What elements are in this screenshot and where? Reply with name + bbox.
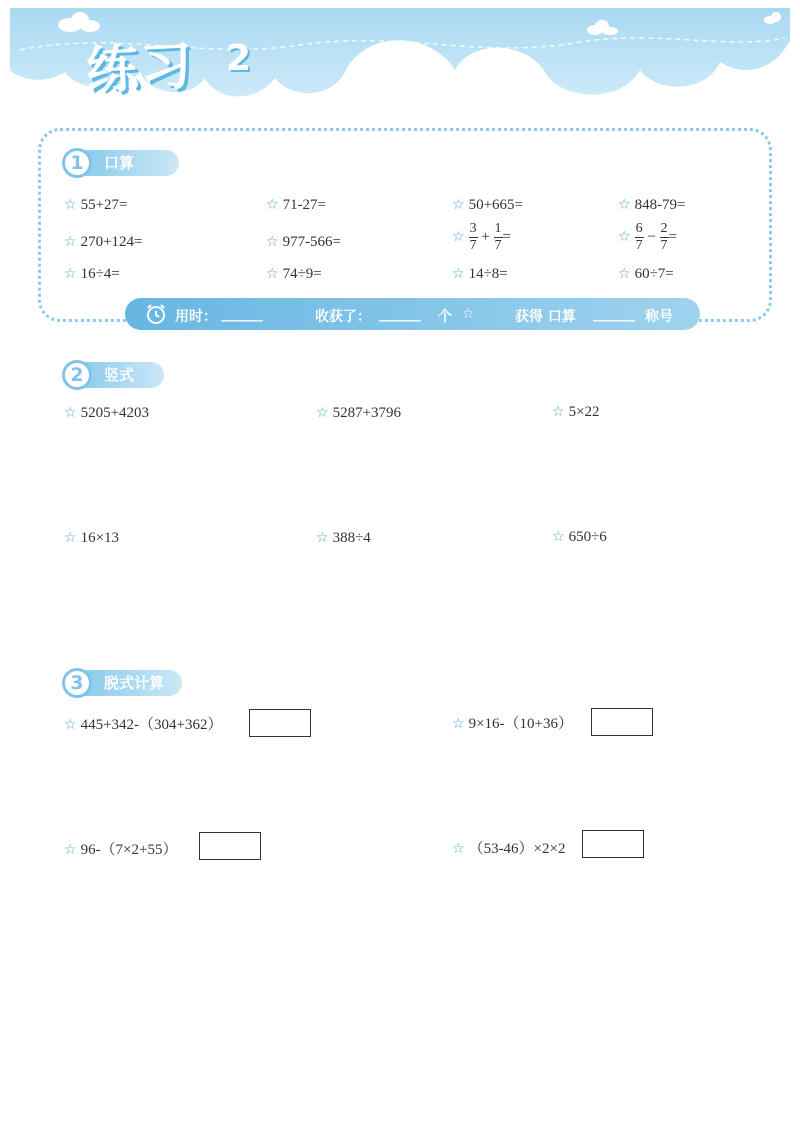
mental-math-item: ☆ 848-79=: [618, 197, 686, 213]
fraction: $\frac{1}{7}$: [494, 221, 502, 253]
star-outline-icon: ☆: [618, 197, 631, 213]
answer-box[interactable]: [591, 708, 653, 736]
alarm-clock-icon: [145, 303, 167, 325]
star-outline-icon: ☆: [452, 716, 465, 732]
get-label: 获得 口算: [515, 309, 576, 325]
stepwise-calc-item: ☆ （53-46）×2×2: [452, 841, 566, 857]
star-outline-icon: ☆: [618, 266, 631, 282]
star-outline-icon: ☆: [552, 529, 565, 545]
answer-box[interactable]: [249, 709, 311, 737]
mental-math-item: ☆ 74÷9=: [266, 266, 322, 282]
star-outline-icon: ☆: [266, 197, 279, 213]
mental-math-item: ☆ 60÷7=: [618, 266, 674, 282]
stepwise-calc-item: ☆ 445+342-（304+362）: [64, 717, 223, 733]
star-outline-icon: ☆: [266, 266, 279, 282]
star-outline-icon: ☆: [64, 717, 77, 733]
mental-math-item: ☆ 71-27=: [266, 197, 327, 213]
mental-math-item: ☆ 14÷8=: [452, 266, 508, 282]
section1-label: 口算: [104, 154, 135, 172]
section3-label: 脱式计算: [104, 674, 165, 692]
record-bar: [125, 298, 700, 330]
section1-badge: 1: [62, 148, 92, 178]
star-outline-icon: ☆: [452, 841, 465, 857]
mental-math-item: ☆ 50+665=: [452, 197, 523, 213]
star-outline-icon: ☆: [316, 530, 329, 546]
star-outline-icon: ☆: [64, 234, 77, 250]
vertical-calc-item: ☆ 388÷4: [316, 530, 371, 546]
stepwise-calc-item: ☆ 96-（7×2+55）: [64, 842, 178, 858]
star-outline-icon: ☆: [266, 234, 279, 250]
fraction: $\frac{3}{7}$: [469, 221, 477, 253]
star-outline-icon: ☆: [452, 266, 465, 282]
star-outline-icon: ☆: [64, 266, 77, 282]
star-outline-icon: ☆: [316, 405, 329, 421]
page-title: 练习: [84, 36, 196, 102]
star-outline-icon: ☆: [452, 197, 465, 213]
get-blank[interactable]: ______: [593, 306, 635, 322]
mental-math-item: ☆ 270+124=: [64, 234, 143, 250]
section2-badge: 2: [62, 360, 92, 390]
fraction: $\frac{6}{7}$: [635, 221, 643, 253]
star-outline-icon: ☆: [452, 228, 465, 245]
time-label: 用时：: [175, 309, 217, 325]
mental-math-item-fraction: ☆ $\frac{3}{7}$ + $\frac{1}{7}$ =: [452, 221, 511, 253]
answer-box[interactable]: [582, 830, 644, 858]
vertical-calc-item: ☆ 5287+3796: [316, 405, 402, 421]
star-outline-icon: ☆: [462, 306, 475, 322]
vertical-calc-item: ☆ 5×22: [552, 404, 600, 420]
mental-math-item: ☆ 55+27=: [64, 197, 128, 213]
section2-label: 竖式: [104, 366, 135, 384]
gain-unit: 个: [438, 309, 452, 325]
page-title-number: 2: [226, 38, 252, 79]
star-outline-icon: ☆: [64, 405, 77, 421]
gain-label: 收获了：: [315, 309, 371, 325]
title-suffix: 称号: [645, 309, 673, 325]
vertical-calc-item: ☆ 5205+4203: [64, 405, 150, 421]
mental-math-item-fraction: ☆ $\frac{6}{7}$ − $\frac{2}{7}$ =: [618, 221, 677, 253]
vertical-calc-item: ☆ 650÷6: [552, 529, 607, 545]
time-blank[interactable]: ______: [221, 306, 263, 322]
fraction: $\frac{2}{7}$: [660, 221, 668, 253]
answer-box[interactable]: [199, 832, 261, 860]
mental-math-item: ☆ 977-566=: [266, 234, 342, 250]
star-outline-icon: ☆: [64, 530, 77, 546]
mental-math-item: ☆ 16÷4=: [64, 266, 120, 282]
stepwise-calc-item: ☆ 9×16-（10+36）: [452, 716, 573, 732]
gain-blank[interactable]: ______: [379, 306, 421, 322]
star-outline-icon: ☆: [64, 197, 77, 213]
star-outline-icon: ☆: [552, 404, 565, 420]
section3-badge: 3: [62, 668, 92, 698]
vertical-calc-item: ☆ 16×13: [64, 530, 120, 546]
star-outline-icon: ☆: [618, 228, 631, 245]
star-outline-icon: ☆: [64, 842, 77, 858]
